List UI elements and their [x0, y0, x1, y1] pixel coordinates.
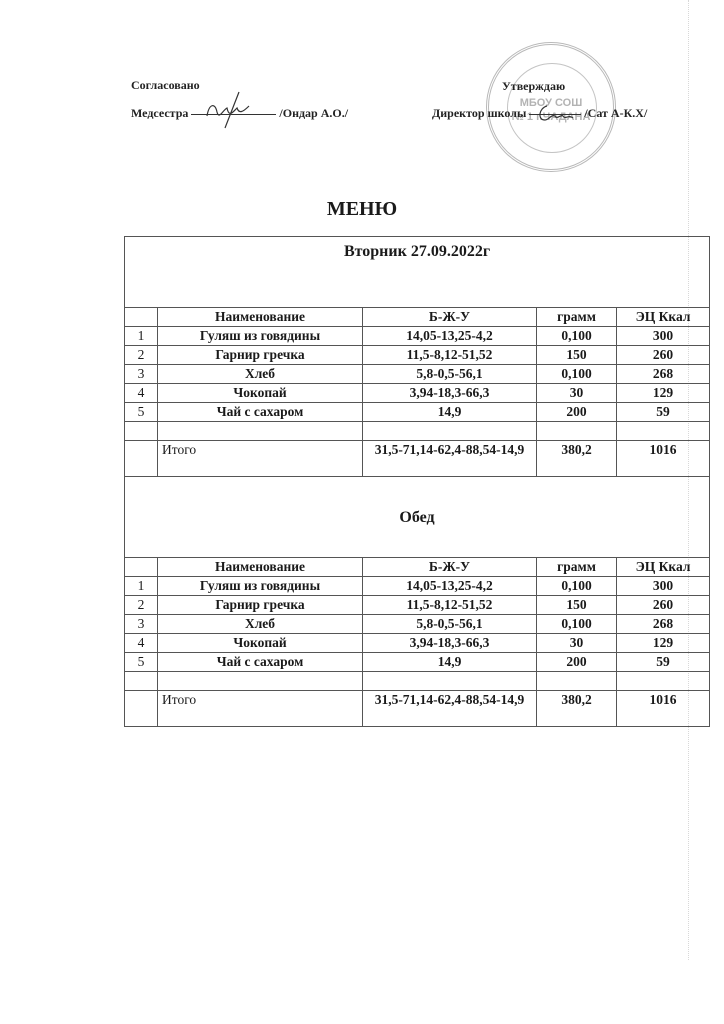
dish-gram: 30 [537, 384, 617, 403]
dish-name: Хлеб [158, 365, 363, 384]
dish-kcal: 129 [617, 634, 710, 653]
stamp-text-line1: МБОУ СОШ [519, 97, 583, 109]
empty-row [125, 422, 710, 441]
dish-bju: 5,8-0,5-56,1 [363, 615, 537, 634]
dish-bju: 14,9 [363, 653, 537, 672]
row-num: 2 [125, 596, 158, 615]
dish-kcal: 260 [617, 596, 710, 615]
dish-gram: 0,100 [537, 577, 617, 596]
empty-cell [125, 691, 158, 727]
total-row [125, 691, 710, 727]
signature-scribble-icon [533, 100, 583, 130]
table-row [125, 634, 710, 653]
dish-name: Гуляш из говядины [158, 327, 363, 346]
signature-scribble-icon [203, 90, 263, 130]
row-num: 1 [125, 327, 158, 346]
row-num: 1 [125, 577, 158, 596]
agreed-label: Согласовано [131, 78, 200, 92]
nurse-signature-line [131, 106, 348, 121]
row-num: 2 [125, 346, 158, 365]
table-row [125, 596, 710, 615]
col-header-kcal: ЭЦ Ккал [617, 308, 710, 327]
dish-gram: 0,100 [537, 327, 617, 346]
table-row [125, 577, 710, 596]
total-label: Итого [158, 441, 363, 477]
dish-kcal: 129 [617, 384, 710, 403]
table-row [125, 327, 710, 346]
dish-name: Чай с сахаром [158, 403, 363, 422]
total-bju: 31,5-71,14-62,4-88,54-14,9 [363, 441, 537, 477]
total-kcal: 1016 [617, 691, 710, 727]
col-header-gram: грамм [537, 558, 617, 577]
table-row [125, 615, 710, 634]
dish-kcal: 59 [617, 653, 710, 672]
empty-row [125, 672, 710, 691]
table-row [125, 346, 710, 365]
table-row [125, 653, 710, 672]
section-heading-lunch: Обед [125, 477, 710, 558]
dish-name: Гарнир гречка [158, 596, 363, 615]
dish-kcal: 268 [617, 615, 710, 634]
dish-bju: 3,94-18,3-66,3 [363, 634, 537, 653]
empty-cell [617, 672, 710, 691]
col-header-kcal: ЭЦ Ккал [617, 558, 710, 577]
stamp-text-line2: № 1 г.ЧАДАНА [511, 111, 591, 123]
director-signature-line [432, 106, 647, 121]
empty-cell [125, 672, 158, 691]
dish-gram: 200 [537, 403, 617, 422]
nurse-signature [191, 114, 276, 115]
page-title: МЕНЮ [326, 198, 398, 220]
col-header-bju: Б-Ж-У [363, 308, 537, 327]
nurse-name: /Ондар А.О./ [279, 106, 349, 120]
dish-kcal: 260 [617, 346, 710, 365]
empty-cell [363, 672, 537, 691]
empty-cell [125, 422, 158, 441]
dish-gram: 150 [537, 346, 617, 365]
dish-name: Гарнир гречка [158, 346, 363, 365]
dish-name: Чай с сахаром [158, 653, 363, 672]
col-header-bju: Б-Ж-У [363, 558, 537, 577]
empty-cell [537, 672, 617, 691]
col-header-name: Наименование [158, 308, 363, 327]
dish-name: Чокопай [158, 634, 363, 653]
total-bju: 31,5-71,14-62,4-88,54-14,9 [363, 691, 537, 727]
empty-cell [158, 422, 363, 441]
approved-label: Утверждаю [502, 79, 566, 93]
row-num: 5 [125, 653, 158, 672]
dish-bju: 14,05-13,25-4,2 [363, 327, 537, 346]
col-header-num [125, 308, 158, 327]
dish-bju: 11,5-8,12-51,52 [363, 596, 537, 615]
col-header-num [125, 558, 158, 577]
empty-cell [158, 672, 363, 691]
row-num: 5 [125, 403, 158, 422]
row-num: 3 [125, 365, 158, 384]
dish-name: Чокопай [158, 384, 363, 403]
dish-name: Гуляш из говядины [158, 577, 363, 596]
dish-kcal: 268 [617, 365, 710, 384]
section-heading-row [125, 237, 710, 308]
row-num: 3 [125, 615, 158, 634]
nurse-position: Медсестра [131, 106, 189, 120]
empty-cell [363, 422, 537, 441]
total-gram: 380,2 [537, 441, 617, 477]
dish-kcal: 300 [617, 327, 710, 346]
total-label: Итого [158, 691, 363, 727]
director-position: Директор школы [432, 106, 527, 120]
director-signature [529, 114, 581, 115]
menu-table [124, 236, 710, 727]
dish-name: Хлеб [158, 615, 363, 634]
column-header-row [125, 308, 710, 327]
col-header-name: Наименование [158, 558, 363, 577]
empty-cell [537, 422, 617, 441]
dish-kcal: 59 [617, 403, 710, 422]
total-gram: 380,2 [537, 691, 617, 727]
dish-gram: 0,100 [537, 615, 617, 634]
total-row [125, 441, 710, 477]
dish-kcal: 300 [617, 577, 710, 596]
col-header-gram: грамм [537, 308, 617, 327]
dish-bju: 14,9 [363, 403, 537, 422]
dish-gram: 0,100 [537, 365, 617, 384]
dish-bju: 11,5-8,12-51,52 [363, 346, 537, 365]
dish-bju: 3,94-18,3-66,3 [363, 384, 537, 403]
column-header-row [125, 558, 710, 577]
dish-bju: 5,8-0,5-56,1 [363, 365, 537, 384]
dish-gram: 200 [537, 653, 617, 672]
row-num: 4 [125, 634, 158, 653]
director-name: /Сат А-К.Х/ [584, 106, 648, 120]
table-row [125, 365, 710, 384]
empty-cell [617, 422, 710, 441]
dish-bju: 14,05-13,25-4,2 [363, 577, 537, 596]
table-row [125, 384, 710, 403]
dish-gram: 150 [537, 596, 617, 615]
table-row [125, 403, 710, 422]
empty-cell [125, 441, 158, 477]
section-heading-row [125, 477, 710, 558]
dish-gram: 30 [537, 634, 617, 653]
row-num: 4 [125, 384, 158, 403]
total-kcal: 1016 [617, 441, 710, 477]
section-heading-breakfast: Вторник 27.09.2022г [125, 237, 710, 308]
